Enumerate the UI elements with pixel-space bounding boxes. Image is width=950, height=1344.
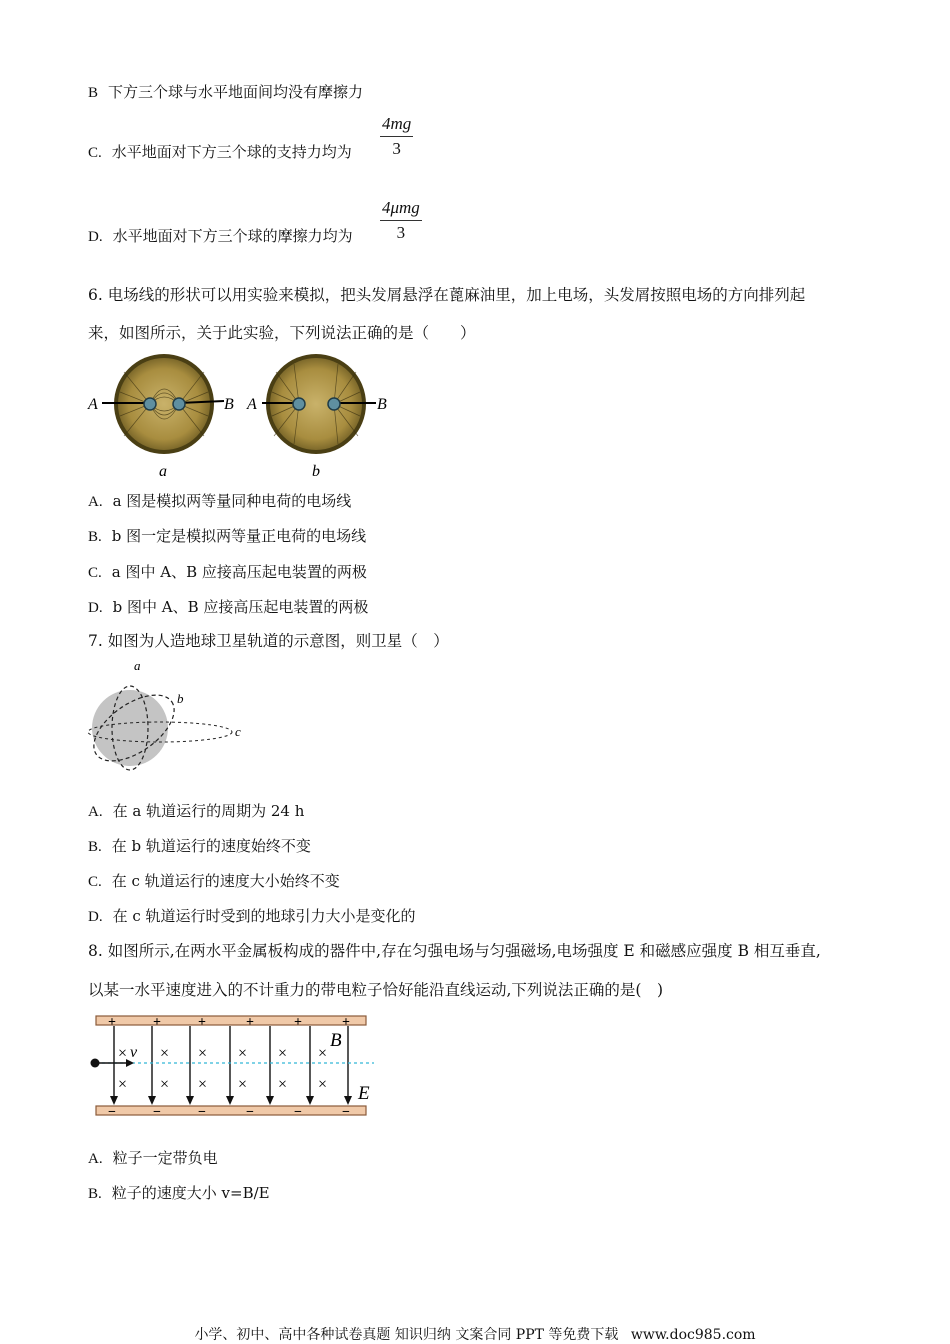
- fraction-denominator: 3: [396, 223, 406, 242]
- svg-text:−: −: [246, 1105, 254, 1120]
- svg-text:×: ×: [278, 1045, 288, 1062]
- option-letter: C.: [88, 145, 102, 161]
- option-text: 在 c 轨道运行时受到的地球引力大小是变化的: [112, 907, 416, 925]
- q6-option-d: [88, 597, 368, 618]
- q8-stem-line2: 以某一水平速度进入的不计重力的带电粒子恰好能沿直线运动,下列说法正确的是( ): [88, 981, 664, 999]
- option-text: 下方三个球与水平地面间均没有摩擦力: [108, 83, 364, 101]
- q8-velocity-selector-figure: [86, 1012, 378, 1120]
- option-letter: B: [88, 85, 99, 101]
- footer-text: 小学、初中、高中各种试卷真题 知识归纳 文案合同 PPT 等免费下载: [194, 1327, 619, 1343]
- svg-text:−: −: [153, 1105, 161, 1120]
- charged-particle: [91, 1059, 100, 1068]
- dish-a: [87, 354, 234, 480]
- magnetic-field-crosses: [118, 1045, 327, 1093]
- label-v: v: [130, 1044, 138, 1061]
- label-E: E: [358, 1083, 370, 1104]
- svg-text:+: +: [198, 1015, 206, 1030]
- svg-text:+: +: [294, 1015, 302, 1030]
- label-B: B: [330, 1030, 342, 1051]
- svg-text:×: ×: [198, 1045, 208, 1062]
- option-text: 在 c 轨道运行的速度大小始终不变: [111, 872, 340, 890]
- svg-text:×: ×: [238, 1076, 248, 1093]
- q8-option-a: [88, 1148, 218, 1169]
- svg-text:×: ×: [160, 1076, 170, 1093]
- svg-text:+: +: [342, 1015, 350, 1030]
- earth: [92, 690, 168, 766]
- q6-stem-line1: 6. 电场线的形状可以用实验来模拟，把头发屑悬浮在蓖麻油里，加上电场，头发屑按照电场的方向排列起: [88, 286, 806, 304]
- option-text: b 图中 A、B 应接高压起电装置的两极: [112, 598, 369, 616]
- label-point-b-right: B: [377, 396, 387, 413]
- svg-text:−: −: [342, 1105, 350, 1120]
- svg-text:×: ×: [198, 1076, 208, 1093]
- svg-text:×: ×: [318, 1045, 328, 1062]
- label-figure-a: a: [159, 463, 167, 480]
- q6-option-b: [88, 526, 366, 547]
- option-letter: B.: [88, 1186, 102, 1202]
- option-text: 在 b 轨道运行的速度始终不变: [111, 837, 311, 855]
- top-plate: [96, 1016, 366, 1025]
- option-letter: D.: [88, 600, 103, 616]
- fraction-numerator: 4μmg: [380, 198, 422, 221]
- q5-option-b: [88, 82, 363, 103]
- fraction-4umg-over-3: [380, 198, 422, 243]
- page-footer: [0, 1324, 950, 1344]
- option-text: 在 a 轨道运行的周期为 24 h: [112, 802, 305, 820]
- q8-option-b: [88, 1183, 270, 1204]
- option-letter: C.: [88, 874, 102, 890]
- fraction-4mg-over-3: [380, 114, 413, 159]
- label-orbit-a: a: [134, 658, 141, 673]
- option-letter: D.: [88, 229, 103, 245]
- q7-option-c: [88, 871, 340, 892]
- option-text: a 图是模拟两等量同种电荷的电场线: [112, 492, 352, 510]
- label-figure-b: b: [312, 463, 320, 480]
- option-letter: B.: [88, 839, 102, 855]
- svg-text:×: ×: [238, 1045, 248, 1062]
- option-letter: A.: [88, 804, 103, 820]
- footer-url[interactable]: www.doc985.com: [630, 1327, 756, 1343]
- q5-option-d: [88, 226, 353, 247]
- q6-stem-line2: 来，如图所示，关于此实验，下列说法正确的是（ ）: [88, 324, 476, 342]
- option-letter: C.: [88, 565, 102, 581]
- label-point-a-right: A: [247, 396, 257, 413]
- svg-text:×: ×: [318, 1076, 328, 1093]
- svg-text:−: −: [108, 1105, 116, 1120]
- field-arrowheads: [110, 1096, 352, 1105]
- q7-option-b: [88, 836, 311, 857]
- option-text: 水平地面对下方三个球的摩擦力均为: [112, 227, 353, 245]
- option-text: 粒子的速度大小 v=B/E: [111, 1184, 270, 1202]
- electric-field-lines: [114, 1026, 348, 1102]
- option-letter: A.: [88, 494, 103, 510]
- q7-stem: 7. 如图为人造地球卫星轨道的示意图，则卫星（ ）: [88, 632, 449, 650]
- q6-figure: [84, 352, 394, 482]
- dish-b: [246, 354, 387, 480]
- label-point-a-left: A: [88, 396, 98, 413]
- label-orbit-c: c: [235, 724, 241, 739]
- svg-text:+: +: [153, 1015, 161, 1030]
- option-text: 粒子一定带负电: [112, 1149, 218, 1167]
- svg-text:−: −: [198, 1105, 206, 1120]
- q6-option-c: [88, 562, 367, 583]
- q8-stem-line1: 8. 如图所示,在两水平金属板构成的器件中,存在匀强电场与匀强磁场,电场强度 E 和磁感应强度 B 相互垂直,: [88, 942, 821, 960]
- option-text: b 图一定是模拟两等量正电荷的电场线: [111, 527, 367, 545]
- q5-option-c: [88, 142, 352, 163]
- fraction-numerator: 4mg: [380, 114, 413, 137]
- svg-text:×: ×: [118, 1045, 128, 1062]
- svg-text:×: ×: [278, 1076, 288, 1093]
- bottom-plate: [96, 1106, 366, 1115]
- svg-text:×: ×: [118, 1076, 128, 1093]
- q6-option-a: [88, 491, 351, 512]
- svg-text:+: +: [246, 1015, 254, 1030]
- svg-text:+: +: [108, 1015, 116, 1030]
- svg-text:−: −: [294, 1105, 302, 1120]
- svg-text:×: ×: [160, 1045, 170, 1062]
- option-text: a 图中 A、B 应接高压起电装置的两极: [111, 563, 367, 581]
- option-letter: B.: [88, 529, 102, 545]
- option-letter: A.: [88, 1151, 103, 1167]
- q7-option-d: [88, 906, 416, 927]
- q7-option-a: [88, 801, 304, 822]
- option-text: 水平地面对下方三个球的支持力均为: [111, 143, 352, 161]
- fraction-denominator: 3: [392, 139, 401, 158]
- label-point-b-left: B: [224, 396, 234, 413]
- option-letter: D.: [88, 909, 103, 925]
- label-orbit-b: b: [177, 691, 184, 706]
- q7-orbit-figure: [84, 656, 254, 774]
